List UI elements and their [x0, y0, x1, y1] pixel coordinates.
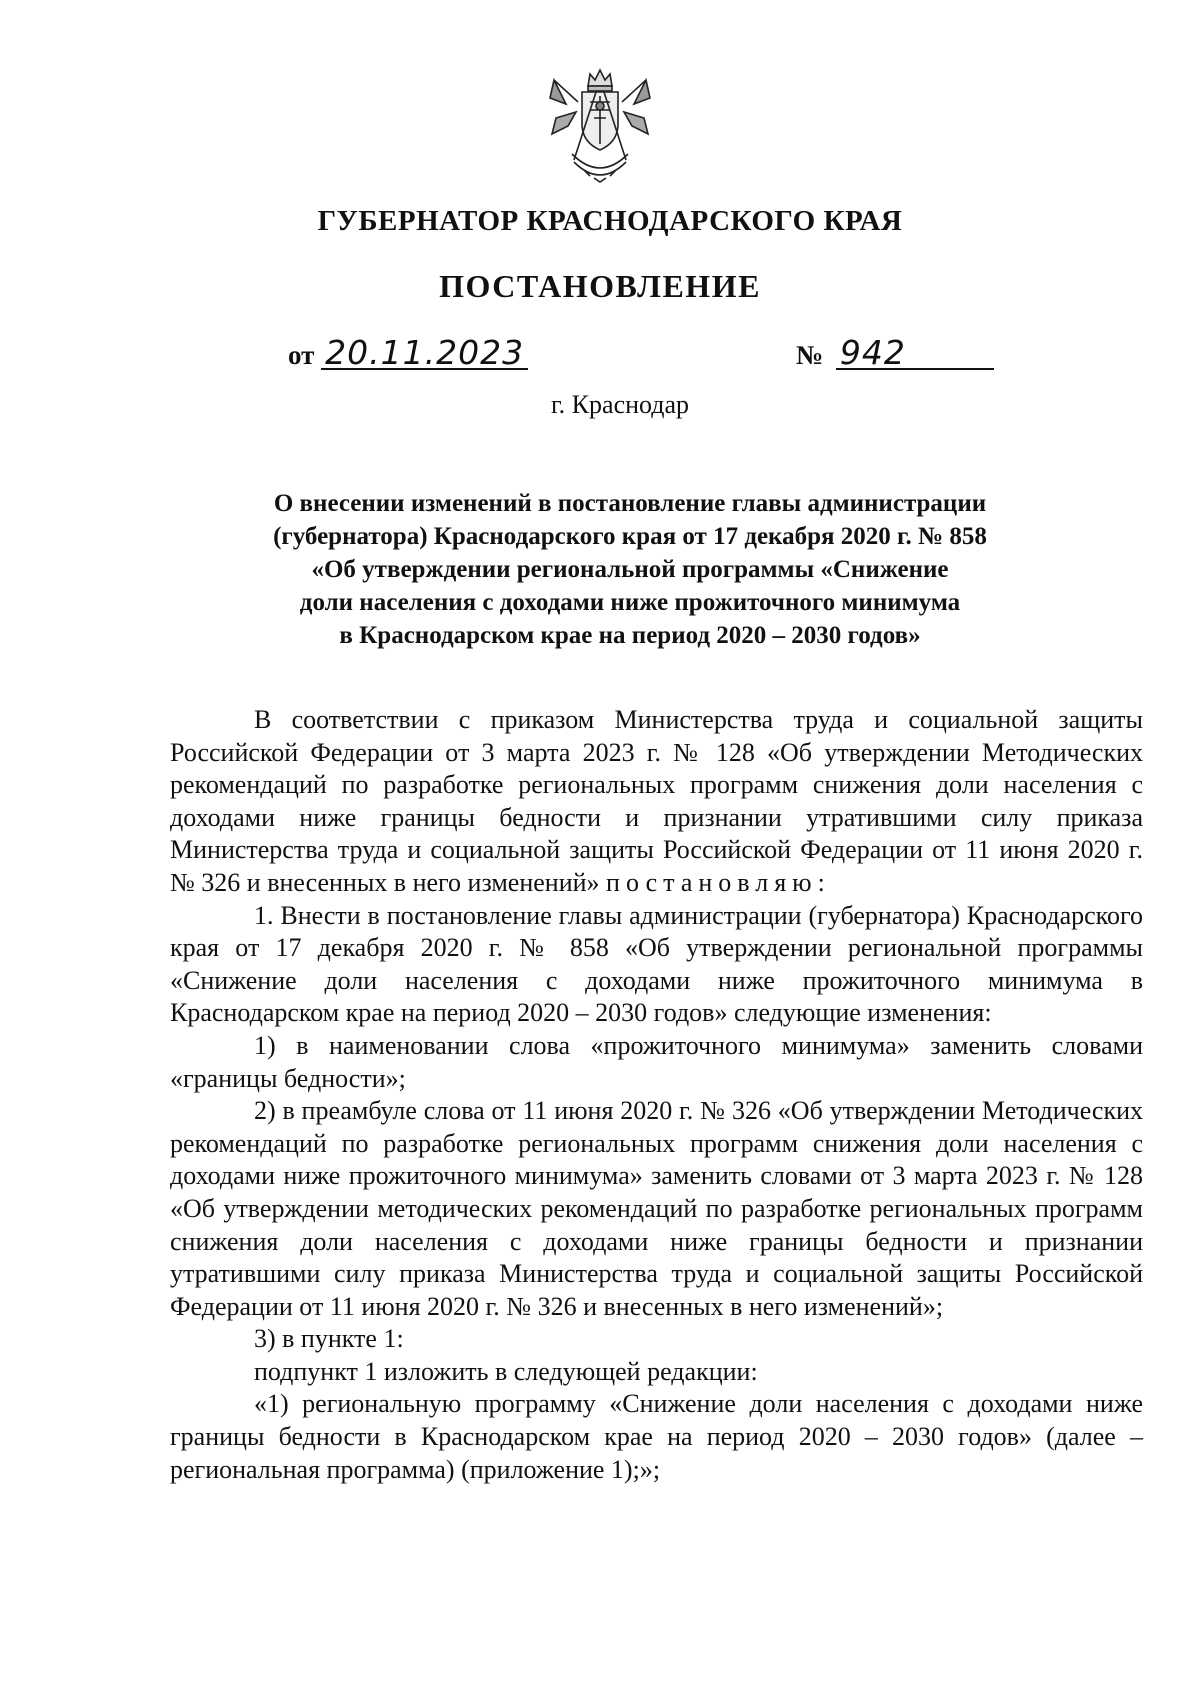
- document-body: [170, 704, 1143, 1486]
- number-value: 942: [836, 338, 994, 370]
- date-value: 20.11.2023: [321, 338, 528, 370]
- preamble-text: В соответствии с приказом Министерства труда и социальной защиты Российской Федерации от 3 марта 2023 г. № 128 «Об утверждении Методических рекомендаций по разработке региональных программ снижения доли населения с доходами ниже границы бедности и признании утратившими силу приказа Министерства труда и социальной защиты Российской Федерации от 11 июня 2020 г. № 326 и внесенных в него изменений»: [170, 705, 1143, 897]
- krasnodar-coat-of-arms-icon: [544, 62, 656, 190]
- date-prefix: от: [288, 340, 315, 370]
- title-line: (губернатора) Краснодарского края от 17 декабря 2020 г. № 858: [273, 523, 987, 550]
- clause-paragraph: «1) региональную программу «Снижение доли населения с доходами ниже границы бедности в Краснодарском крае на период 2020 – 2030 годов» (далее – региональная программа) (приложение 1);»;: [170, 1389, 1143, 1484]
- clause-paragraph: 3) в пункте 1:: [254, 1324, 404, 1354]
- city-label: г. Краснодар: [550, 390, 690, 419]
- document-title: [200, 487, 1060, 652]
- document-type-heading: ПОСТАНОВЛЕНИЕ: [439, 268, 761, 304]
- title-line: «Об утверждении региональной программы «Снижение: [311, 556, 949, 583]
- number-line: [796, 333, 994, 372]
- clause-paragraph: 1) в наименовании слова «прожиточного минимума» заменить словами «границы бедности»;: [170, 1030, 1143, 1093]
- clause-paragraph: 2) в преамбуле слова от 11 июня 2020 г. № 326 «Об утверждении Методических рекомендаций по разработке региональных программ снижения доли населения с доходами ниже прожиточного минимума» заменить словами от 3 марта 2023 г. № 128 «Об утверждении методических рекомендаций по разработке региональных программ снижения доли населения с доходами ниже границы бедности и признании утратившими силу приказа Министерства труда и социальной защиты Российской Федерации от 11 июня 2020 г. № 326 и внесенных в него изменений»;: [170, 1096, 1143, 1321]
- issuer-heading: ГУБЕРНАТОР КРАСНОДАРСКОГО КРАЯ: [317, 205, 903, 237]
- preamble-paragraph: [170, 704, 1143, 900]
- number-prefix: №: [796, 340, 824, 370]
- decree-word: постановляю:: [606, 867, 831, 897]
- clause-paragraph: 1. Внести в постановление главы администрации (губернатора) Краснодарского края от 17 декабря 2020 г. № 858 «Об утверждении региональной программы «Снижение доли населения с доходами ниже прожиточного минимума в Краснодарском крае на период 2020 – 2030 годов» следующие изменения:: [170, 900, 1143, 1028]
- title-line: О внесении изменений в постановление главы администрации: [273, 490, 987, 517]
- title-line: в Краснодарском крае на период 2020 – 2030 годов»: [339, 622, 921, 649]
- clause-paragraph: подпункт 1 изложить в следующей редакции:: [254, 1356, 758, 1386]
- date-line: [288, 333, 528, 372]
- title-line: доли населения с доходами ниже прожиточного минимума: [299, 589, 961, 616]
